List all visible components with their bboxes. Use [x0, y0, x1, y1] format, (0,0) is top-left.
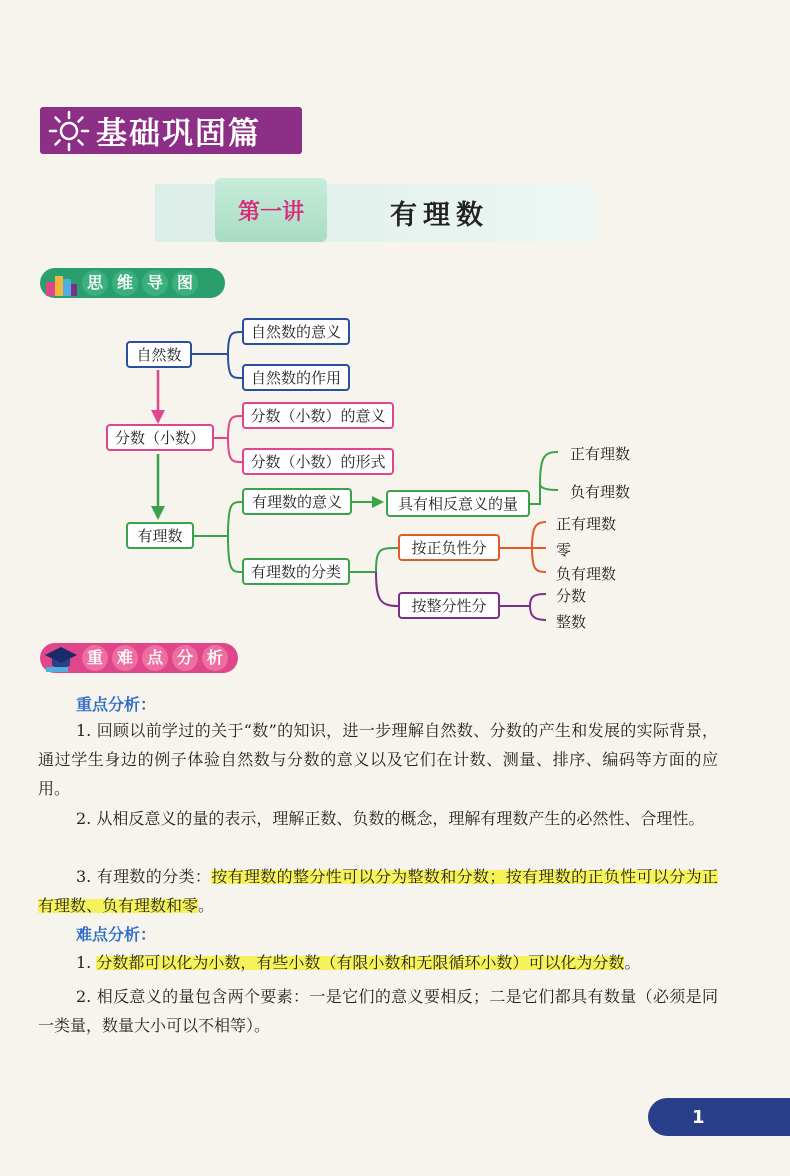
key-point-3: [38, 862, 718, 920]
analysis-label-char: 分: [172, 645, 198, 671]
node-by-sign: 按正负性分: [398, 534, 500, 561]
difficulty-1-prefix: 1.: [76, 953, 97, 972]
node-positive-rational: 正有理数: [570, 445, 631, 463]
key-points-heading: 重点分析：: [76, 695, 157, 714]
mindmap-label-char: 图: [172, 270, 198, 296]
analysis-label-char: 重: [82, 645, 108, 671]
node-sign-zero: 零: [556, 541, 572, 559]
key-point-3-suffix: 。: [198, 896, 215, 915]
node-opposite-quantity: 具有相反意义的量: [386, 490, 530, 517]
node-rational: 有理数: [126, 522, 194, 549]
analysis-label: [40, 643, 238, 673]
difficulty-1-suffix: 。: [624, 953, 641, 972]
key-point-3-prefix: 3. 有理数的分类：: [76, 867, 212, 886]
node-rational-meaning: 有理数的意义: [242, 488, 352, 515]
key-point-1: 1. 回顾以前学过的关于“数”的知识，进一步理解自然数、分数的产生和发展的实际背景，通过学生身边的例子体验自然数与分数的意义以及它们在计数、测量、排序、编码等方面的应用。: [38, 721, 718, 798]
key-point-2: 2. 从相反意义的量的表示，理解正数、负数的概念，理解有理数产生的必然性、合理性。: [76, 809, 705, 828]
node-fraction-form: 分数（小数）的形式: [242, 448, 394, 475]
node-int-integer: 整数: [556, 613, 587, 631]
difficulty-2: 2. 相反意义的量包含两个要素：一是它们的意义要相反；二是它们都具有数量（必须是同一类量，数量大小可以不相等）。: [38, 987, 718, 1035]
mindmap-label-char: 维: [112, 270, 138, 296]
difficulty-heading: 难点分析：: [76, 925, 157, 944]
node-rational-classify: 有理数的分类: [242, 558, 350, 585]
section-title: 基础巩固篇: [96, 116, 261, 152]
page-number: 1: [692, 1106, 705, 1128]
node-natural-use: 自然数的作用: [242, 364, 350, 391]
graduation-cap-icon: [44, 643, 78, 673]
node-int-fraction: 分数: [556, 587, 587, 605]
difficulty-1-highlight: 分数都可以化为小数，有些小数（有限小数和无限循环小数）可以化为分数: [96, 953, 625, 972]
node-by-integer: 按整分性分: [398, 592, 500, 619]
node-fraction-meaning: 分数（小数）的意义: [242, 402, 394, 429]
page-number-tab: [648, 1098, 790, 1136]
node-sign-negative: 负有理数: [556, 565, 617, 583]
key-point-3-highlight: 按有理数的整分性可以分为整数和分数；按有理数的正负性可以分为正有理数、负有理数和零: [38, 867, 718, 915]
node-natural-meaning: 自然数的意义: [242, 318, 350, 345]
analysis-label-char: 点: [142, 645, 168, 671]
mindmap-label-char: 导: [142, 270, 168, 296]
node-negative-rational: 负有理数: [570, 483, 631, 501]
lecture-tag-label: 第一讲: [237, 198, 304, 225]
difficulty-1: [38, 948, 718, 977]
node-fraction: 分数（小数）: [106, 424, 214, 451]
mindmap-label-char: 思: [82, 270, 108, 296]
analysis-label-char: 难: [112, 645, 138, 671]
node-sign-positive: 正有理数: [556, 515, 617, 533]
node-natural: 自然数: [126, 341, 192, 368]
analysis-label-char: 析: [202, 645, 228, 671]
lecture-title: 有理数: [390, 200, 489, 231]
